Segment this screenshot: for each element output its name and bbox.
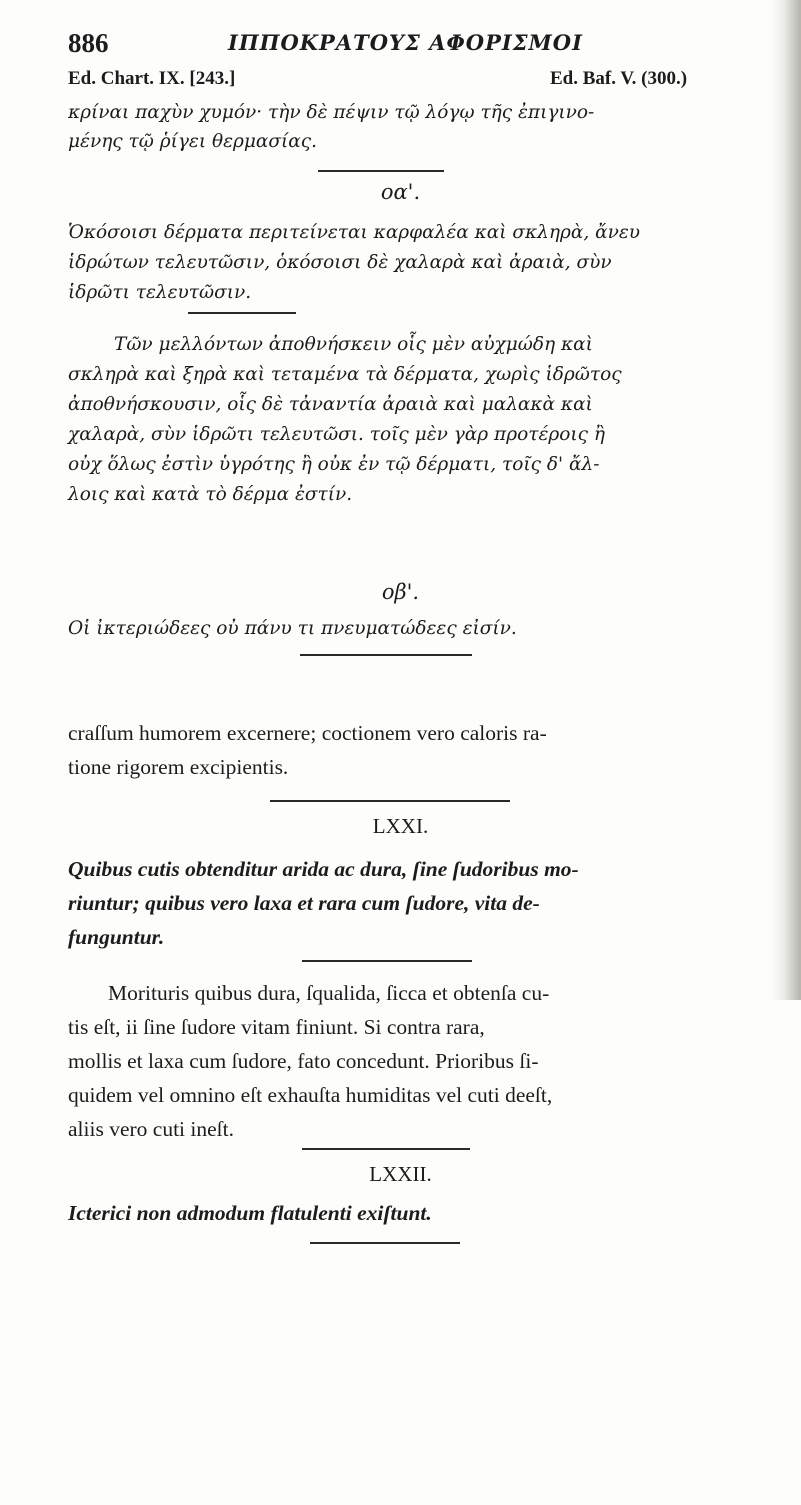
greek-line: λοις καὶ κατὰ τὸ δέρμα ἐστίν. [68,484,353,505]
aphorism-71-greek-commentary [68,330,774,510]
latin-line: tis eſt, ii ſine ſudore vitam finiunt. Si contra rara, [68,1015,485,1039]
latin-line: craſſum humorem excernere; coctionem vero caloris ra- [68,721,547,745]
greek-line: ἀποθνήσκουσιν, οἷς δὲ τἀναντία ἀραιὰ καὶ μαλακὰ καὶ [68,394,593,415]
aphorism-72-latin-text [68,1196,774,1230]
greek-line: Οἱ ἰκτεριώδεες οὐ πάνυ τι πνευματώδεες εἰσίν. [68,618,517,639]
section-rule [318,170,444,172]
aphorism-72-latin-number: LXXII. [369,1162,432,1186]
greek-line: χαλαρὰ, σὺν ἱδρῶτι τελευτῶσι. τοῖς μὲν γὰρ προτέροις ἢ [68,424,605,445]
aphorism-71-greek-text [68,218,774,308]
greek-line: οὐχ ὅλως ἐστὶν ὑγρότης ἢ οὐκ ἐν τῷ δέρματι, τοῖς δ' ἄλ- [68,454,600,475]
greek-line: μένης τῷ ῥίγει θερμασίας. [68,131,318,152]
greek-line: σκληρὰ καὶ ξηρὰ καὶ τεταμένα τὰ δέρματα, χωρὶς ἱδρῶτος [68,364,622,385]
running-title: ΙΠΠΟΚΡΑΤΟΥΣ ΑΦΟΡΙΣΜΟΙ [228,30,583,55]
section-rule [310,1242,460,1244]
edition-references [68,68,770,90]
latin-continuation [68,716,774,784]
page-number: 886 [68,28,109,58]
edition-basel: Ed. Baf. V. (300.) [550,68,688,89]
section-rule [302,960,472,962]
latin-line: quidem vel omnino eſt exhauſta humiditas vel cuti deeſt, [68,1083,553,1107]
greek-continuation [68,98,774,156]
latin-line: aliis vero cuti ineſt. [68,1117,234,1141]
greek-line: Ὁκόσοισι δέρματα περιτείνεται καρφαλέα καὶ σκληρὰ, ἄνευ [68,222,641,243]
aphorism-72-greek-number: οβ'. [381,580,420,604]
greek-line: ἱδρῶτι τελευτῶσιν. [68,282,252,303]
latin-line: mollis et laxa cum ſudore, fato concedunt. Prioribus ſi- [68,1049,539,1073]
latin-line: Quibus cutis obtenditur arida ac dura, ſine ſudoribus mo- [68,857,579,881]
aphorism-71-latin-number: LXXI. [372,814,429,838]
aphorism-72-greek-text [68,614,774,644]
greek-line: κρίναι παχὺν χυμόν· τὴν δὲ πέψιν τῷ λόγῳ τῆς ἐπιγινο- [68,102,595,123]
edition-chartier: Ed. Chart. IX. [243.] [68,68,236,89]
section-rule [188,312,296,314]
aphorism-71-latin-commentary [68,976,774,1146]
latin-line: funguntur. [68,925,165,949]
latin-line: tione rigorem excipientis. [68,755,289,779]
page-edge-shadow [771,0,801,1000]
latin-line: Icterici non admodum flatulenti exiſtunt. [68,1201,432,1225]
section-rule [300,654,472,656]
section-rule [302,1148,470,1150]
greek-line: Τῶν μελλόντων ἀποθνήσκειν οἷς μὲν αὐχμώδη καὶ [114,334,593,355]
section-rule [270,800,510,802]
aphorism-71-latin-text [68,852,774,954]
greek-line: ἱδρώτων τελευτῶσιν, ὁκόσοισι δὲ χαλαρὰ καὶ ἀραιὰ, σὺν [68,252,612,273]
aphorism-71-greek-number: οα'. [380,180,421,204]
page-header [68,28,768,58]
latin-line: riuntur; quibus vero laxa et rara cum ſudore, vita de- [68,891,540,915]
latin-line: Morituris quibus dura, ſqualida, ſicca et obtenſa cu- [108,981,550,1005]
